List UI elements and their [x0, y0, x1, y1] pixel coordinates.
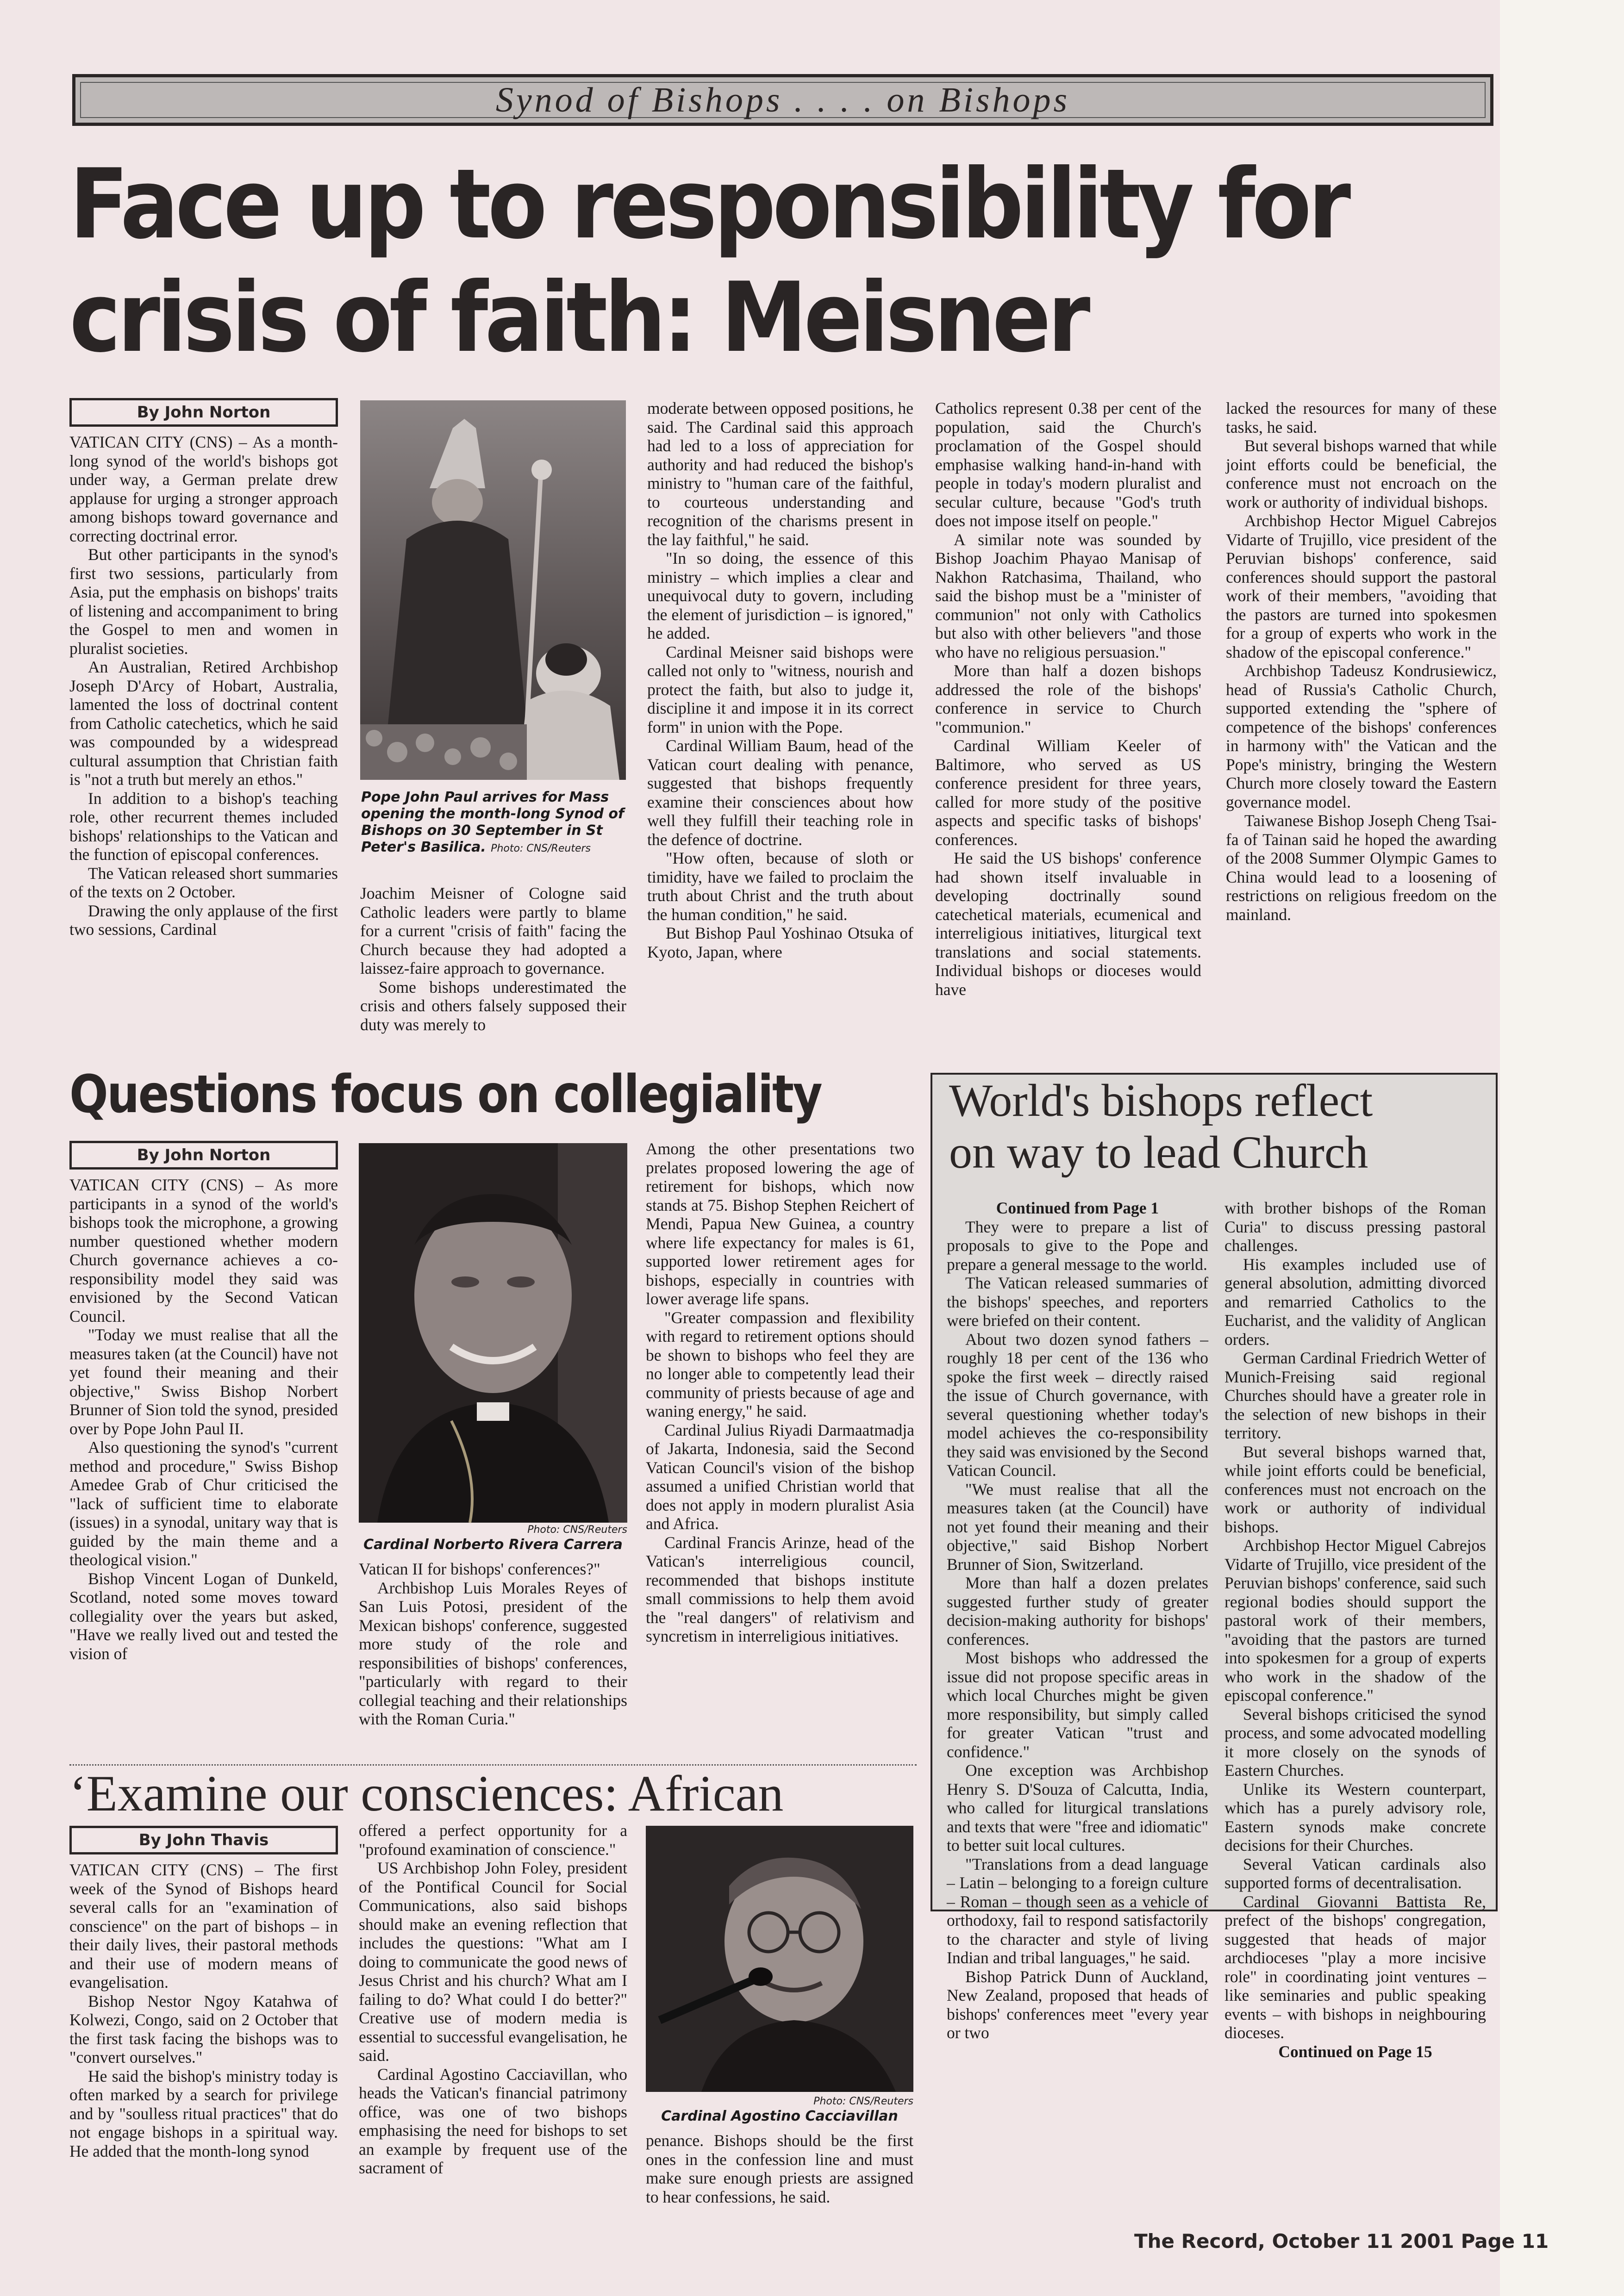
- paragraph: More than half a dozen prelates suggested further study of greater decision-making authority for bishops' conferences.: [947, 1574, 1208, 1649]
- paragraph: "We must realise that all the measures taken (at the Council) have not yet found their meaning and their objective," said Bishop Norbert Brunner of Sion, Switzerland.: [947, 1480, 1208, 1574]
- reflect-headline-line-2: on way to lead Church: [949, 1126, 1368, 1178]
- rivera-photo: [359, 1143, 627, 1523]
- paragraph: VATICAN CITY (CNS) – As a month-long synod of the world's bishops got under way, a German prelate drew applause for urging a stronger approach among bishops toward governance and correcting doctrinal error.: [69, 433, 338, 545]
- paragraph: Also questioning the synod's "current method and procedure," Swiss Bishop Amedee Grab of Chur criticised the "lack of sufficient time to elaborate (issues) in a synodal, unitary way that is guided by the main theme and a theological vision.": [69, 1438, 338, 1569]
- paragraph: But Bishop Paul Yoshinao Otsuka of Kyoto, Japan, where: [647, 924, 913, 961]
- reflect-headline: [949, 1075, 1373, 1178]
- continued-from-label: Continued from Page 1: [996, 1199, 1159, 1217]
- paragraph: Catholics represent 0.38 per cent of the population, said the Church's proclamation of the Gospel should emphasise walking hand-in-hand with people in today's modern pluralist and secular culture, because "God's truth does not impose itself on people.": [935, 399, 1201, 530]
- paragraph: lacked the resources for many of these tasks, he said.: [1226, 399, 1497, 436]
- main-byline: By John Norton: [69, 398, 338, 427]
- examine-column-1: [69, 1860, 338, 2221]
- paragraph: He said the US bishops' conference had shown itself invaluable in developing doctrinally sound catechetical materials, ecumenical and interreligious initiatives, liturgical text translations and social statements. Individual bishops or dioceses would have: [935, 849, 1201, 999]
- main-column-2: [360, 884, 626, 1051]
- paragraph: But several bishops warned that while joint efforts could be beneficial, the conference must not encroach on the work or authority of individual bishops.: [1226, 436, 1497, 511]
- paragraph: "Greater compassion and flexibility with regard to retirement options should be shown to bishops who feel they are no longer able to competently lead their community of priests because of age and waning energy," he said.: [646, 1308, 914, 1420]
- examine-byline: By John Thavis: [69, 1826, 338, 1854]
- rivera-photo-illustration: [359, 1143, 627, 1523]
- paragraph: His examples included use of general absolution, admitting divorced and remarried Catholics to the Eucharist, and the validity of Anglican orders.: [1224, 1255, 1486, 1349]
- reflect-column-1: [947, 1199, 1208, 2042]
- paragraph: "Today we must realise that all the measures taken (at the Council) have not yet found their meaning and their objective," Swiss Bishop Norbert Brunner of Sion told the synod, presided over by Pope John Paul II.: [69, 1325, 338, 1438]
- cacciavillan-photo-illustration: [646, 1826, 913, 2092]
- paragraph: moderate between opposed positions, he said. The Cardinal said this approach had led to a loss of appreciation for authority and had reduced the bishop's ministry to "human care of the faithful, to courteous understanding and recognition of the charisms present in the lay faithful," he said.: [647, 399, 913, 549]
- paragraph: Taiwanese Bishop Joseph Cheng Tsai-fa of Tainan said he hoped the awarding of the 2008 Summer Olympic Games to China would lead to a loosening of restrictions on religious freedom on the mainland.: [1226, 811, 1497, 924]
- questions-headline: Questions focus on collegiality: [69, 1064, 822, 1125]
- paragraph: "How often, because of sloth or timidity, have we failed to proclaim the truth about Christ and the truth about the human condition," he said.: [647, 849, 913, 924]
- paragraph: Archbishop Hector Miguel Cabrejos Vidarte of Trujillo, vice president of the Peruvian bishops' conference, said such regional bodies should support the pastoral work of their members, "avoiding that the pastors are turned into spokesmen for a group of experts who work in the shadow of the episcopal conference.": [1224, 1536, 1486, 1705]
- banner-text: Synod of Bishops . . . . on Bishops: [495, 80, 1070, 119]
- paragraph: Joachim Meisner of Cologne said Catholic leaders were partly to blame for a current "crisis of faith" facing the Church because they had adopted a laissez-faire approach to governance.: [360, 884, 626, 977]
- main-headline: [69, 148, 1361, 375]
- paragraph: "In so doing, the essence of this ministry – which implies a clear and unequivocal duty to govern, including the element of jurisdiction – is ignored," he added.: [647, 549, 913, 642]
- paragraph: Among the other presentations two prelates proposed lowering the age of retirement for bishops, which now stands at 75. Bishop Stephen Reichert of Mendi, Papua New Guinea, a country where life expectancy for males is 61, supported lower retirement ages for bishops, especially in countries with lower average life spans.: [646, 1139, 914, 1308]
- paragraph: Archbishop Tadeusz Kondrusiewicz, head of Russia's Catholic Church, supported extending the "sphere of competence of the bishops' conferences in harmony with" the Vatican and the Pope's ministry, bringing the Western Church more closely toward the Eastern governance model.: [1226, 661, 1497, 811]
- pope-photo-caption: Pope John Paul arrives for Mass opening the month-long Synod of Bishops on 30 September in St Peter's Basilica. Photo: CNS/Reuters: [361, 789, 625, 855]
- headline-line-2: crisis of faith: Meisner: [69, 262, 1087, 374]
- paragraph: VATICAN CITY (CNS) – The first week of the Synod of Bishops heard several calls for an "examination of conscience" on the part of bishops – in their daily lives, their pastoral methods and their use of modern means of evangelisation.: [69, 1860, 338, 1991]
- paragraph: A similar note was sounded by Bishop Joachim Phayao Manisap of Nakhon Ratchasima, Thailand, who said the bishop must be a "minister of communion" not only with Catholics but also with other believers "and those who have no religious persuasion.": [935, 530, 1201, 661]
- questions-column-1: [69, 1176, 338, 1759]
- paragraph: Some bishops underestimated the crisis and others falsely supposed their duty was merely to: [360, 977, 626, 1034]
- main-column-1: [69, 433, 338, 1051]
- paragraph: Bishop Nestor Ngoy Katahwa of Kolwezi, Congo, said on 2 October that the first task facing the bishops was to "convert ourselves.": [69, 1991, 338, 2066]
- rivera-photo-credit: Photo: CNS/Reuters: [527, 1524, 627, 1536]
- questions-column-3: [646, 1139, 914, 1760]
- paragraph: The Vatican released summaries of the bishops' speeches, and reporters were briefed on their content.: [947, 1274, 1208, 1330]
- paragraph: Bishop Vincent Logan of Dunkeld, Scotland, noted some moves toward collegiality over the years but asked, "Have we really lived out and tested the vision of: [69, 1569, 338, 1663]
- paragraph: Cardinal Julius Riyadi Darmaatmadja of Jakarta, Indonesia, said the Second Vatican Council's vision of the bishop assumed a unified Christian world that does not apply in modern pluralist Asia and Africa.: [646, 1420, 914, 1533]
- examine-column-3: [646, 2131, 913, 2224]
- paragraph: Several bishops criticised the synod process, and some advocated modelling it more closely on the synods of Eastern Churches.: [1224, 1705, 1486, 1780]
- page-footer: The Record, October 11 2001 Page 11: [1134, 2230, 1549, 2252]
- paragraph: Archbishop Hector Miguel Cabrejos Vidarte of Trujillo, vice president of the Peruvian bishops' conference, said conferences should support the pastoral work of their members, "avoiding that the pastors are turned into spokesmen for a group of experts who work in the shadow of the episcopal conference.": [1226, 511, 1497, 661]
- main-column-4: [935, 399, 1201, 1052]
- reflect-headline-line-1: World's bishops reflect: [949, 1075, 1373, 1126]
- paragraph: Cardinal William Baum, head of the Vatican court dealing with penance, suggested that bishops frequently examine their consciences about how well they fulfill their teaching role in the defence of doctrine.: [647, 736, 913, 849]
- examine-headline: ‘Examine our consciences: African: [69, 1765, 784, 1822]
- paragraph: Cardinal Meisner said bishops were called not only to "witness, nourish and protect the faith, but also to judge it, discipline it and impose it in its correct form" in union with the Pope.: [647, 642, 913, 736]
- paragraph: Bishop Patrick Dunn of Auckland, New Zealand, proposed that heads of bishops' conferences meet "every year or two: [947, 1967, 1208, 2042]
- paragraph: US Archbishop John Foley, president of the Pontifical Council for Social Communications, also said bishops should make an evening reflection that includes the questions: "What am I doing to communicate the good news of Jesus Christ and his church? What am I failing to do? What could I do better?" Creative use of modern media is essential to successful evangelisation, he said.: [359, 1859, 627, 2065]
- questions-column-2: [359, 1560, 627, 1759]
- pope-photo: [360, 400, 626, 780]
- paragraph: offered a perfect opportunity for a "profound examination of conscience.": [359, 1821, 627, 1859]
- paragraph: About two dozen synod fathers – roughly 18 per cent of the 136 who spoke the first week – directly raised the issue of Church governance, with several questioning whether today's model achieves the co-responsibility they said was envisioned by the Second Vatican Council.: [947, 1330, 1208, 1480]
- cacciavillan-photo-caption: Cardinal Agostino Cacciavillan: [661, 2108, 898, 2124]
- paragraph: VATICAN CITY (CNS) – As more participants in a synod of the world's bishops took the microphone, a growing number questioned whether modern Church governance achieves a co-responsibility model they said was envisioned by the Second Vatican Council.: [69, 1176, 338, 1325]
- continued-on-label: Continued on Page 15: [1278, 2042, 1432, 2061]
- photo-credit: Photo: CNS/Reuters: [491, 843, 591, 854]
- main-column-5: [1226, 399, 1497, 1052]
- paragraph: An Australian, Retired Archbishop Joseph D'Arcy of Hobart, Australia, lamented the loss of doctrinal content from Catholic catechetics, which he said was compounded by a widespread cultural assumption that Christian faith is "not a truth but merely an ethos.": [69, 658, 338, 789]
- cacciavillan-photo-credit: Photo: CNS/Reuters: [813, 2096, 913, 2107]
- reflect-column-2: [1224, 1199, 1486, 2061]
- main-column-3: [647, 399, 913, 1052]
- paragraph: They were to prepare a list of proposals to give to the Pope and prepare a general message to the world.: [947, 1217, 1208, 1274]
- paragraph: Cardinal William Keeler of Baltimore, who served as US conference president for three years, called for more study of the positive aspects and specific tasks of bishops' conferences.: [935, 736, 1201, 849]
- paragraph: One exception was Archbishop Henry S. D'Souza of Calcutta, India, who called for liturgical translations and texts that were "free and idiomatic" to better suit local cultures.: [947, 1761, 1208, 1854]
- paragraph: But several bishops warned that, while joint efforts could be beneficial, conferences must not encroach on the work or authority of individual bishops.: [1224, 1442, 1486, 1536]
- examine-column-2: [359, 1821, 627, 2221]
- page-edge: [1500, 0, 1624, 2296]
- paragraph: Cardinal Agostino Cacciavillan, who heads the Vatican's financial patrimony office, was one of two bishops emphasising the need for bishops to set an example by frequent use of the sacrament of: [359, 2065, 627, 2177]
- paragraph: He said the bishop's ministry today is often marked by a search for privilege and by "soulless ritual practices" that do not engage bishops in a spiritual way. He added that the month-long synod: [69, 2066, 338, 2160]
- paragraph: In addition to a bishop's teaching role, other recurrent themes included bishops' relationships to the Vatican and the function of episcopal conferences.: [69, 789, 338, 864]
- paragraph: Several Vatican cardinals also supported forms of decentralisation.: [1224, 1854, 1486, 1892]
- paragraph: Cardinal Giovanni Battista Re, prefect of the bishops' congregation, suggested that heads of major archdioceses "play a more incisive role" in coordinating joint ventures – like seminaries and public speaking events – with bishops in neighbouring dioceses.: [1224, 1892, 1486, 2042]
- questions-byline: By John Norton: [69, 1141, 338, 1170]
- paragraph: Archbishop Luis Morales Reyes of San Luis Potosi, president of the Mexican bishops' conference, suggested more study of the role and responsibilities of bishops' conferences, "particularly with regard to their collegial teaching and their relationships with the Roman Curia.": [359, 1578, 627, 1728]
- pope-photo-illustration: [360, 400, 626, 780]
- paragraph: Unlike its Western counterpart, which has a purely advisory role, Eastern synods make concrete decisions for their Churches.: [1224, 1780, 1486, 1854]
- paragraph: Vatican II for bishops' conferences?": [359, 1560, 600, 1578]
- paragraph: Drawing the only applause of the first two sessions, Cardinal: [69, 901, 338, 939]
- headline-line-1: Face up to responsibility for: [69, 149, 1348, 261]
- paragraph: German Cardinal Friedrich Wetter of Munich-Freising said regional Churches should have a greater role in the selection of new bishops in their territory.: [1224, 1349, 1486, 1442]
- paragraph: Cardinal Francis Arinze, head of the Vatican's interreligious council, recommended that bishops institute small commissions to help them avoid the "real dangers" of relativism and syncretism in interreligious initiatives.: [646, 1533, 914, 1645]
- section-banner: [72, 74, 1493, 126]
- paragraph: penance. Bishops should be the first ones in the confession line and must make sure enough priests are assigned to hear confessions, he said.: [646, 2131, 913, 2206]
- paragraph: Most bishops who addressed the issue did not propose specific areas in which local Churches might be given more responsibility, but simply called for greater Vatican "trust and confidence.": [947, 1649, 1208, 1761]
- paragraph: with brother bishops of the Roman Curia" to discuss pressing pastoral challenges.: [1224, 1199, 1486, 1255]
- paragraph: "Translations from a dead language – Latin – belonging to a foreign culture – Roman – though seen as a vehicle of orthodoxy, fail to respond satisfactorily to the character and style of living Indian and tribal languages," he said.: [947, 1854, 1208, 1967]
- cacciavillan-photo: [646, 1826, 913, 2092]
- paragraph: More than half a dozen bishops addressed the role of the bishops' conference in service to Church "communion.": [935, 661, 1201, 736]
- rivera-photo-caption: Cardinal Norberto Rivera Carrera: [363, 1537, 623, 1553]
- paragraph: But other participants in the synod's first two sessions, particularly from Asia, put the emphasis on bishops' traits of listening and accompaniment to bring the Gospel to men and women in pluralist societies.: [69, 545, 338, 658]
- paragraph: The Vatican released short summaries of the texts on 2 October.: [69, 864, 338, 901]
